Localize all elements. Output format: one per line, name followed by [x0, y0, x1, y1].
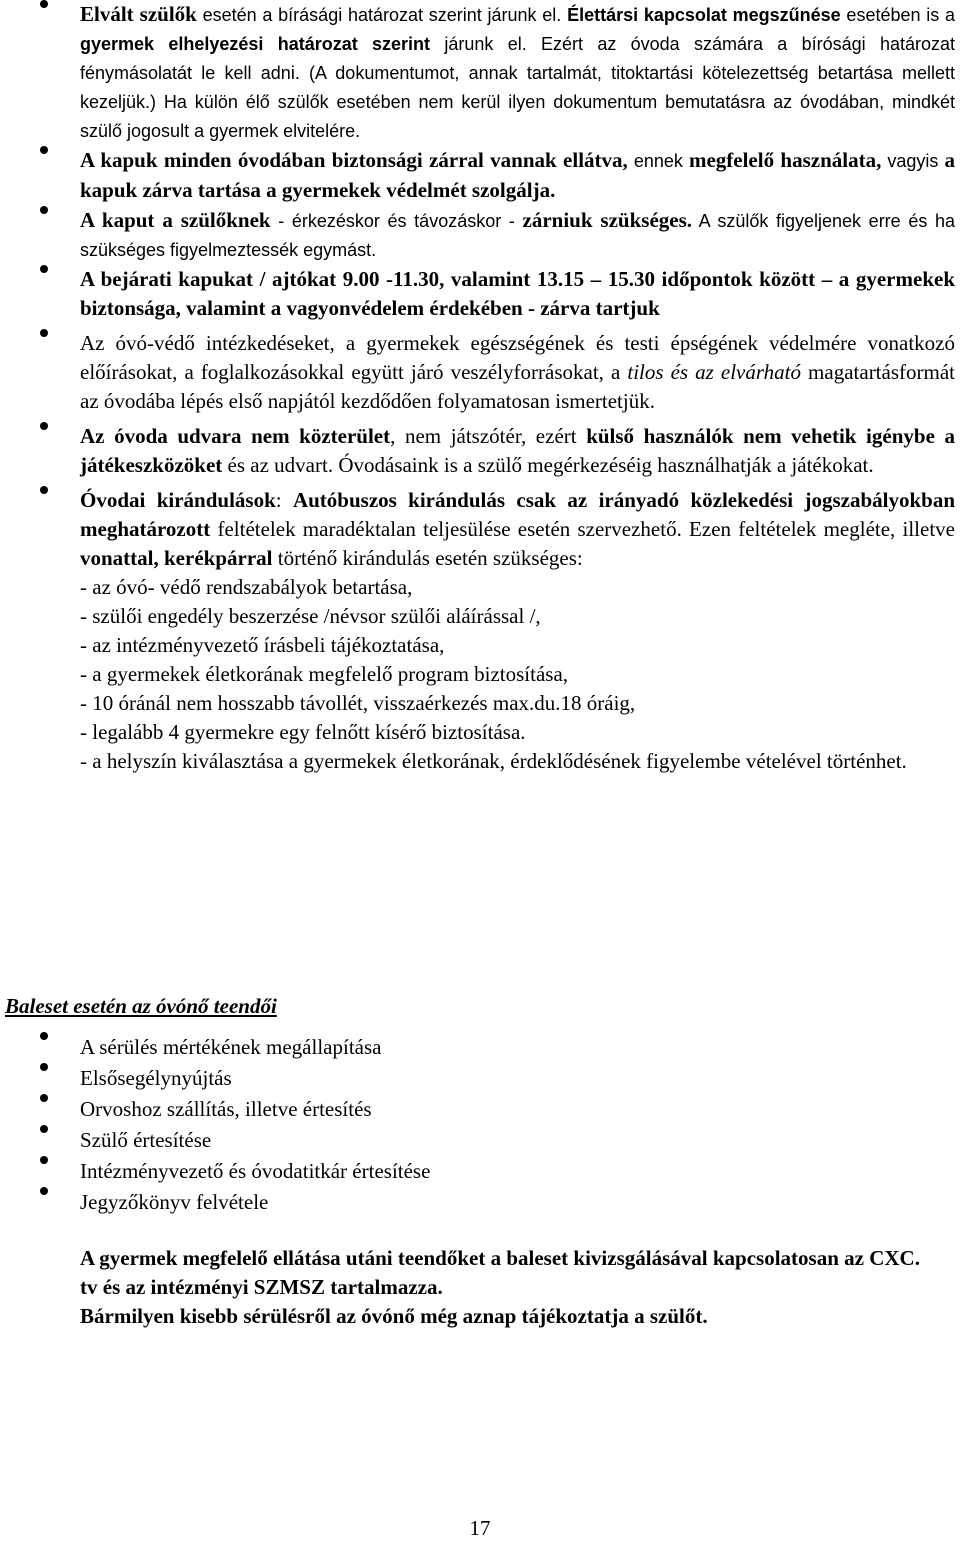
rule-gate-hours: A bejárati kapukat / ajtókat 9.00 -11.30, valamint 13.15 – 15.30 időpontok között – a gyermekek biztonsága, valamint a vagyonvédelem érdekében - zárva tartjuk: [0, 265, 960, 323]
excursion-requirement: - a helyszín kiválasztása a gyermekek életkorának, érdeklődésének figyelembe vételével történhet.: [80, 749, 907, 773]
accident-step: Orvoshoz szállítás, illetve értesítés: [0, 1094, 960, 1125]
accident-step: Jegyzőkönyv felvétele: [0, 1187, 960, 1218]
rule-divorced-parents: Elvált szülők esetén a bírásági határozat szerint járunk el. Élettársi kapcsolat megszűnése esetében is a gyermek elhelyezési határozat szerint járunk el. Ezért az óvoda számára a bírósági határozat fénymásolatát le kell adni. (A dokumentumot, annak tartalmát, titoktartási kötelezettség betartása mellett kezeljük.) Ha külön élő szülők esetében nem kerül ilyen dokumentum bemutatásra az óvodában, mindkét szülő jogosult a gyermek elvitelére.: [0, 0, 960, 146]
closing-notes: [80, 1244, 920, 1331]
page-number: 17: [469, 1516, 491, 1540]
excursion-requirement: - az intézményvezető írásbeli tájékoztatása,: [80, 633, 445, 657]
rule-safety-measures: Az óvó-védő intézkedéseket, a gyermekek egészségének és testi épségének védelmére vonatkozó előírásokat, a foglalkozásokkal együtt járó veszélyforrásokat, a tilos és az elvárható magatartásformát az óvodába lépés első napjától kezdődően folyamatosan ismertetjük.: [0, 329, 960, 416]
rule-excursions: Óvodai kirándulások: Autóbuszos kirándulás csak az irányadó közlekedési jogszabályokban meghatározott feltételek maradéktalan teljesülése esetén szervezhető. Ezen feltételek megléte, illetve vonattal, kerékpárral történő kirándulás esetén szükséges: - az óvó- védő rendszabályok betartása, - szülői engedély beszerzése /névsor szülői aláírással /, - az intézményvezető írásbeli tájékoztatása, - a gyermekek életkorának megfelelő program biztosítása, - 10 óránál nem hosszabb távollét, visszaérkezés max.du.18 óráig, - legalább 4 gyermekre egy felnőtt kísérő biztosítása. - a helyszín kiválasztása a gyermekek életkorának, érdeklődésének figyelembe vételével történhet.: [0, 486, 960, 776]
accident-steps-list: [0, 1032, 960, 1218]
excursion-requirement: - legalább 4 gyermekre egy felnőtt kísérő biztosítása.: [80, 720, 526, 744]
accident-step: A sérülés mértékének megállapítása: [0, 1032, 960, 1063]
rule-gate-locks: A kapuk minden óvodában biztonsági zárral vannak ellátva, ennek megfelelő használata, vagyis a kapuk zárva tartása a gyermekek védelmét szolgálja.: [0, 146, 960, 206]
excursion-requirement: - a gyermekek életkorának megfelelő program biztosítása,: [80, 662, 569, 686]
excursion-requirement: - az óvó- védő rendszabályok betartása,: [80, 575, 413, 599]
accident-step: Elsősegélynyújtás: [0, 1063, 960, 1094]
excursion-requirement: - 10 óránál nem hosszabb távollét, visszaérkezés max.du.18 óráig,: [80, 691, 636, 715]
closing-line: Bármilyen kisebb sérülésről az óvónő még aznap tájékoztatja a szülőt.: [80, 1304, 708, 1328]
closing-line: A gyermek megfelelő ellátása utáni teendőket a baleset kivizsgálásával kapcsolatosan az CXC. tv és az intézményi SZMSZ tartalmazza.: [80, 1246, 920, 1299]
excursion-requirements: [80, 573, 955, 776]
excursion-requirement: - szülői engedély beszerzése /névsor szülői aláírással /,: [80, 604, 541, 628]
accident-step: Intézményvezető és óvodatitkár értesítése: [0, 1156, 960, 1187]
accident-step: Szülő értesítése: [0, 1125, 960, 1156]
rule-close-gate: A kaput a szülőknek - érkezéskor és távozáskor - zárniuk szükséges. A szülők figyeljenek erre és ha szükséges figyelmeztessék egymást.: [0, 206, 960, 265]
accident-heading: Baleset esetén az óvónő teendői: [5, 994, 277, 1018]
rule-yard: Az óvoda udvara nem közterület, nem játszótér, ezért külső használók nem vehetik igénybe a játékeszközöket és az udvart. Óvodásaink is a szülő megérkezéséig használhatják a játékokat.: [0, 422, 960, 480]
